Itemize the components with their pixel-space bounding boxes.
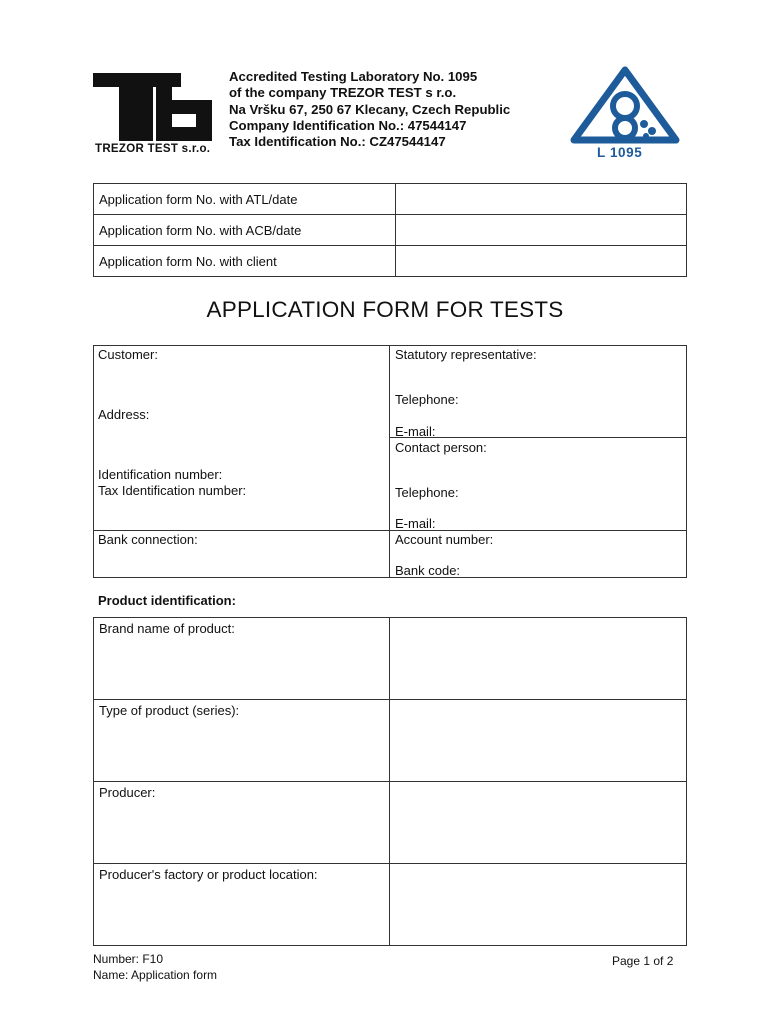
brand-name-field[interactable]	[390, 618, 687, 700]
bank-connection-label: Bank connection:	[98, 532, 198, 547]
header-line: Na Vršku 67, 250 67 Klecany, Czech Republic	[229, 101, 511, 117]
divider	[93, 530, 687, 531]
statutory-representative-label: Statutory representative:	[395, 347, 537, 362]
producer-location-field[interactable]	[390, 864, 687, 946]
table-row	[94, 215, 687, 246]
product-type-label: Type of product (series):	[94, 700, 390, 782]
document-number: Number: F10	[93, 952, 164, 966]
atl-date-field[interactable]	[396, 184, 687, 215]
acb-date-label: Application form No. with ACB/date	[94, 215, 396, 246]
brand-name-label: Brand name of product:	[94, 618, 390, 700]
form-title: APPLICATION FORM FOR TESTS	[206, 297, 564, 322]
table-row	[94, 782, 687, 864]
divider	[389, 345, 390, 578]
address-label: Address:	[98, 407, 150, 422]
logo-caption: TREZOR TEST s.r.o.	[95, 143, 211, 155]
tax-identification-number-label: Tax Identification number:	[98, 483, 247, 498]
producer-field[interactable]	[390, 782, 687, 864]
identification-number-label: Identification number:	[98, 467, 223, 482]
contact-email-label: E-mail:	[395, 516, 436, 531]
contact-telephone-label: Telephone:	[395, 485, 459, 500]
product-identification-heading: Product identification:	[98, 593, 236, 608]
table-row	[94, 864, 687, 946]
acb-date-field[interactable]	[396, 215, 687, 246]
header-line: of the company TREZOR TEST s r.o.	[229, 85, 457, 101]
table-row	[94, 246, 687, 277]
document-name: Name: Application form	[93, 968, 218, 982]
producer-location-label: Producer's factory or product location:	[94, 864, 390, 946]
client-number-field[interactable]	[396, 246, 687, 277]
product-table	[93, 617, 687, 946]
header-line: Tax Identification No.: CZ47544147	[229, 134, 446, 150]
contact-person-label: Contact person:	[395, 440, 487, 455]
producer-label: Producer:	[94, 782, 390, 864]
header-line: Accredited Testing Laboratory No. 1095	[229, 69, 478, 84]
table-row	[94, 184, 687, 215]
header-line: Company Identification No.: 47544147	[229, 117, 467, 133]
account-number-label: Account number:	[395, 532, 494, 547]
bank-code-label: Bank code:	[395, 563, 461, 578]
email-label: E-mail:	[395, 424, 436, 439]
client-number-label: Application form No. with client	[94, 246, 396, 277]
table-row	[94, 618, 687, 700]
telephone-label: Telephone:	[395, 392, 459, 407]
customer-label: Customer:	[98, 347, 158, 362]
atl-date-label: Application form No. with ATL/date	[94, 184, 396, 215]
reference-table	[93, 183, 687, 277]
page-number: Page 1 of 2	[612, 954, 674, 968]
accreditation-code: L 1095	[597, 145, 643, 160]
product-type-field[interactable]	[390, 700, 687, 782]
laboratory-header	[229, 69, 510, 150]
table-row	[94, 700, 687, 782]
